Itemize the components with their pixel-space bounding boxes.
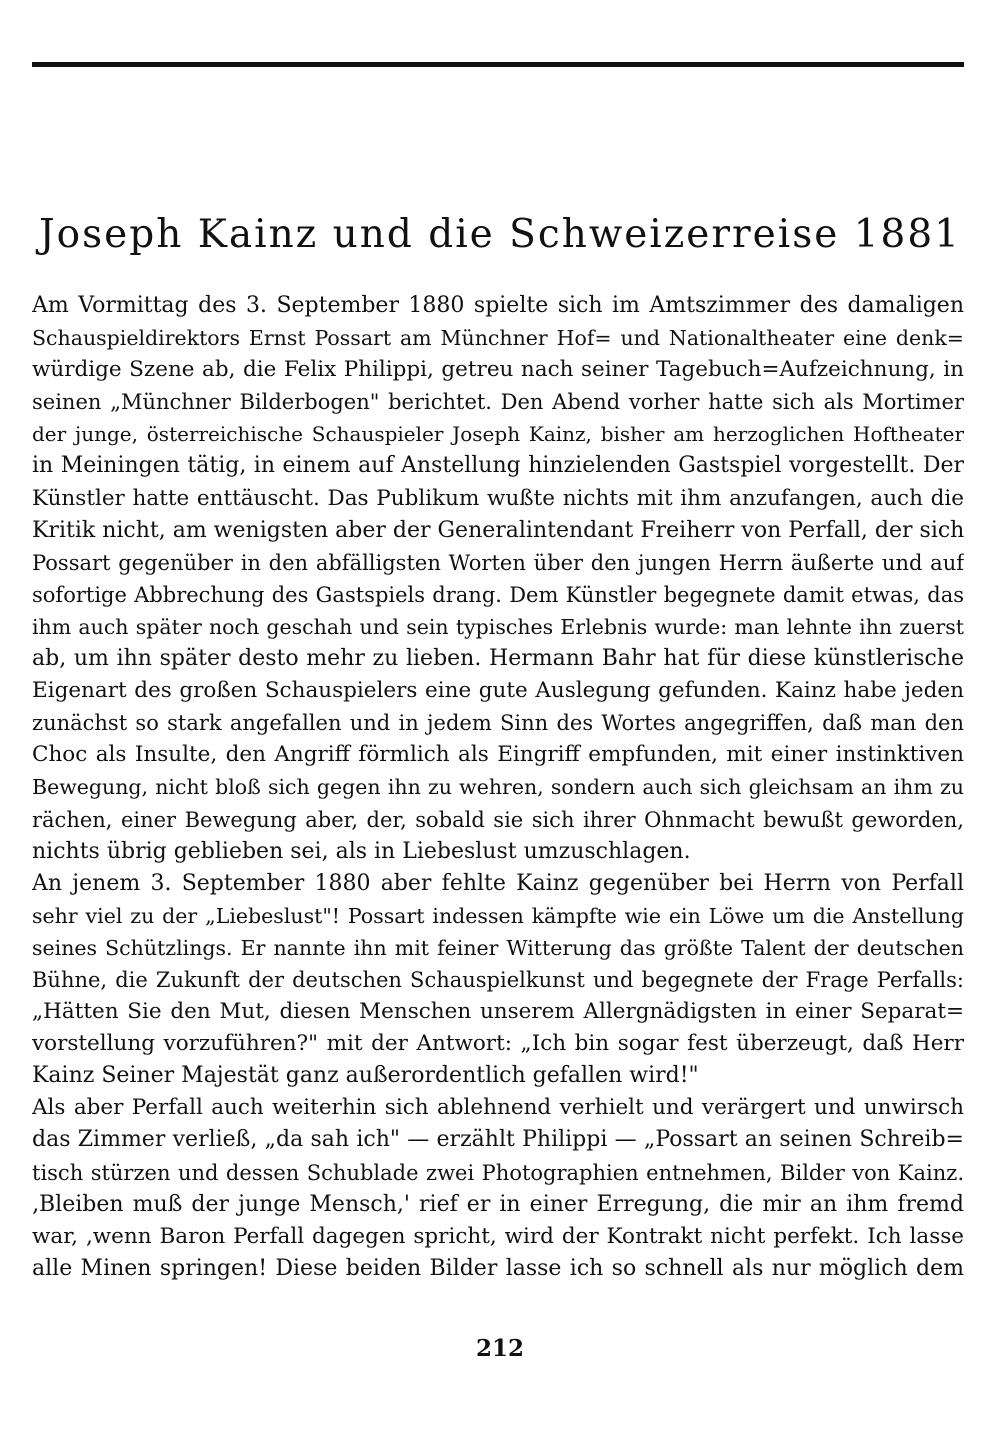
text-line: tisch stürzen und dessen Schublade zwei Photographien entnehmen, Bilder von Kainz. xyxy=(32,1160,964,1185)
top-rule xyxy=(32,62,964,67)
text-line: ihm auch später noch geschah und sein typisches Erlebnis wurde: man lehnte ihn zuerst xyxy=(32,614,964,639)
text-line: das Zimmer verließ, „da sah ich" — erzählt Philippi — „Possart an seinen Schreib= xyxy=(32,1127,964,1153)
text-line: seinen „Münchner Bilderbogen" berichtet. Den Abend vorher hatte sich als Mortimer xyxy=(32,390,964,415)
text-line: Am Vormittag des 3. September 1880 spielte sich im Amtszimmer des damaligen xyxy=(32,293,964,318)
text-line: ab, um ihn später desto mehr zu lieben. Hermann Bahr hat für diese künstlerische xyxy=(32,646,964,672)
text-line: Choc als Insulte, den Angriff förmlich als Eingriff empfunden, mit einer instinktiven xyxy=(32,742,964,768)
text-line: Kritik nicht, am wenigsten aber der Generalintendant Freiherr von Perfall, der sich xyxy=(32,517,964,543)
text-line: Bewegung, nicht bloß sich gegen ihn zu wehren, sondern auch sich gleichsam an ihm zu xyxy=(32,775,964,800)
text-line: Als aber Perfall auch weiterhin sich ablehnend verhielt und verärgert und unwirsch xyxy=(32,1095,964,1121)
text-line: Possart gegenüber in den abfälligsten Worten über den jungen Herrn äußerte und auf xyxy=(32,550,964,575)
text-line: vorstellung vorzuführen?" mit der Antwort: „Ich bin sogar fest überzeugt, daß Herr xyxy=(32,1031,964,1057)
text-line: ‚Bleiben muß der junge Mensch,' rief er in einer Erregung, die mir an ihm fremd xyxy=(32,1191,964,1217)
text-line: war, ‚wenn Baron Perfall dagegen spricht, wird der Kontrakt nicht perfekt. Ich lasse xyxy=(32,1223,964,1249)
text-line: würdige Szene ab, die Felix Philippi, getreu nach seiner Tagebuch=Aufzeichnung, in xyxy=(32,357,964,383)
text-line: sofortige Abbrechung des Gastspiels drang. Dem Künstler begegnete damit etwas, das xyxy=(32,582,964,607)
text-line: „Hätten Sie den Mut, diesen Menschen unserem Allergnädigsten in einer Separat= xyxy=(32,999,964,1025)
text-line: nichts übrig geblieben sei, als in Liebeslust umzuschlagen. xyxy=(32,838,691,864)
text-line: Kainz Seiner Majestät ganz außerordentlich gefallen wird!" xyxy=(32,1063,699,1089)
chapter-title: Joseph Kainz und die Schweizerreise 1881 xyxy=(39,212,961,257)
text-line: Künstler hatte enttäuscht. Das Publikum wußte nichts mit ihm anzufangen, auch die xyxy=(32,485,964,511)
text-line: Eigenart des großen Schauspielers eine gute Auslegung gefunden. Kainz habe jeden xyxy=(32,678,964,704)
page-number: 212 xyxy=(475,1335,524,1362)
body-text xyxy=(32,290,964,1285)
text-line: alle Minen springen! Diese beiden Bilder lasse ich so schnell als nur möglich dem xyxy=(32,1255,964,1281)
text-line: in Meiningen tätig, in einem auf Anstellung hinzielenden Gastspiel vorgestellt. Der xyxy=(32,453,964,479)
text-line: rächen, einer Bewegung aber, der, sobald sie sich ihrer Ohnmacht bewußt geworden, xyxy=(32,807,964,832)
text-line: der junge, österreichische Schauspieler Joseph Kainz, bisher am herzoglichen Hoftheater xyxy=(32,422,964,447)
text-line: Schauspieldirektors Ernst Possart am Münchner Hof= und Nationaltheater eine denk= xyxy=(32,326,964,351)
text-line: seines Schützlings. Er nannte ihn mit feiner Witterung das größte Talent der deutschen xyxy=(32,935,964,960)
text-line: zunächst so stark angefallen und in jedem Sinn des Wortes angegriffen, daß man den xyxy=(32,711,964,736)
text-line: sehr viel zu der „Liebeslust"! Possart indessen kämpfte wie ein Löwe um die Anstellung xyxy=(32,903,964,928)
text-line: Bühne, die Zukunft der deutschen Schauspielkunst und begegnete der Frage Perfalls: xyxy=(32,967,964,992)
text-line: An jenem 3. September 1880 aber fehlte Kainz gegenüber bei Herrn von Perfall xyxy=(32,870,964,896)
